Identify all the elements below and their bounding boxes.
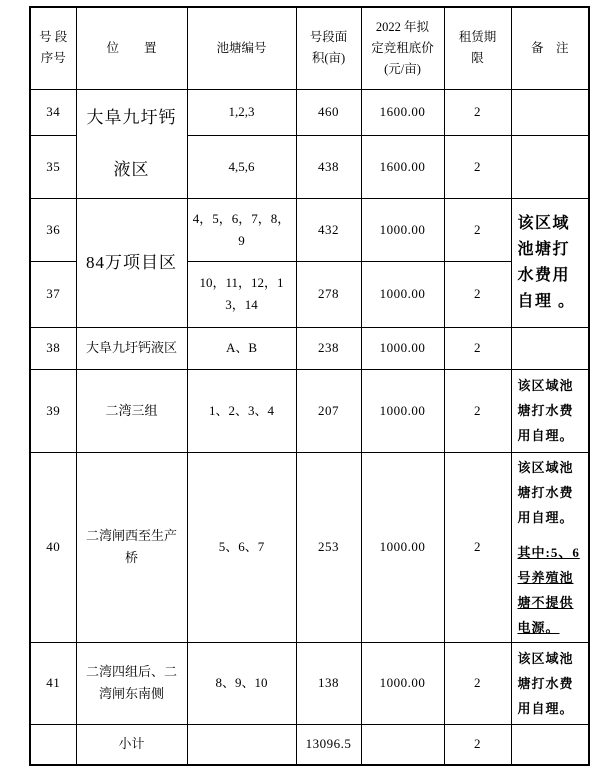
header-area	[296, 7, 361, 89]
cell-remark	[511, 452, 589, 642]
header-seq-line2: 序号	[40, 51, 66, 66]
cell-remark	[511, 327, 589, 369]
table-row	[30, 642, 589, 724]
table-row	[30, 369, 589, 452]
cell-seq: 41	[30, 642, 76, 724]
header-seq-line1: 号 段	[39, 30, 68, 45]
cell-location: 二湾三组	[76, 369, 187, 452]
cell-ponds: A、B	[187, 327, 296, 369]
pond-rental-table	[29, 6, 590, 766]
cell-ponds-empty	[187, 724, 296, 765]
header-price-line2: 定竞租底价	[371, 40, 434, 55]
cell-area: 207	[296, 369, 361, 452]
cell-term: 2	[444, 135, 511, 198]
cell-ponds: 10，11，12，13，14	[187, 261, 296, 327]
table-row	[30, 89, 589, 135]
cell-area: 460	[296, 89, 361, 135]
subtotal-area: 13096.5	[296, 724, 361, 765]
location-line2: 液区	[113, 159, 150, 179]
header-ponds: 池塘编号	[187, 7, 296, 89]
cell-price: 1000.00	[361, 198, 444, 261]
table-row	[30, 452, 589, 642]
cell-area: 238	[296, 327, 361, 369]
cell-area: 278	[296, 261, 361, 327]
cell-location-merged-34-35	[76, 89, 187, 198]
cell-term: 2	[444, 452, 511, 642]
cell-price-empty	[361, 724, 444, 765]
cell-seq-empty	[30, 724, 76, 765]
cell-seq: 39	[30, 369, 76, 452]
table-row	[30, 327, 589, 369]
cell-area: 138	[296, 642, 361, 724]
cell-ponds: 4,5,6	[187, 135, 296, 198]
header-remark: 备 注	[511, 7, 589, 89]
cell-ponds: 8、9、10	[187, 642, 296, 724]
cell-ponds: 5、6、7	[187, 452, 296, 642]
cell-term: 2	[444, 198, 511, 261]
header-price-line1: 2022 年拟	[375, 19, 430, 34]
cell-term: 2	[444, 327, 511, 369]
header-row	[30, 7, 589, 89]
cell-location: 大阜九圩钙液区	[76, 327, 187, 369]
cell-price: 1000.00	[361, 642, 444, 724]
cell-remark: 该区域池塘打水费用自理。	[511, 642, 589, 724]
table-row	[30, 198, 589, 261]
cell-term: 2	[444, 642, 511, 724]
cell-location: 二湾四组后、二湾闸东南侧	[76, 642, 187, 724]
cell-seq: 40	[30, 452, 76, 642]
cell-seq: 38	[30, 327, 76, 369]
header-area-line2: 积(亩)	[311, 51, 346, 66]
header-term-line1: 租赁期	[458, 30, 497, 45]
cell-area: 438	[296, 135, 361, 198]
cell-seq: 36	[30, 198, 76, 261]
cell-remark: 该区域池塘打水费用自理。	[511, 369, 589, 452]
cell-seq: 34	[30, 89, 76, 135]
cell-price: 1000.00	[361, 327, 444, 369]
cell-ponds: 4，5，6，7，8，9	[187, 198, 296, 261]
cell-term: 2	[444, 261, 511, 327]
location-line1: 大阜九圩钙	[86, 107, 177, 127]
cell-term: 2	[444, 369, 511, 452]
cell-remark-merged-36-37: 该区域池塘打水费用自理 。	[511, 198, 589, 327]
remark-paragraph-1: 该区域池塘打水费用自理。	[517, 459, 574, 525]
cell-price: 1000.00	[361, 452, 444, 642]
header-price-line3: (元/亩)	[384, 61, 421, 76]
cell-ponds: 1、2、3、4	[187, 369, 296, 452]
cell-price: 1600.00	[361, 89, 444, 135]
subtotal-row	[30, 724, 589, 765]
header-seq	[30, 7, 76, 89]
cell-price: 1000.00	[361, 369, 444, 452]
cell-location-merged-36-37: 84万项目区	[76, 198, 187, 327]
header-location: 位 置	[76, 7, 187, 89]
remark-paragraph-2-underlined: 其中:5、6号养殖池塘不提供电源。	[517, 544, 580, 635]
cell-area: 432	[296, 198, 361, 261]
cell-term: 2	[444, 89, 511, 135]
cell-price: 1000.00	[361, 261, 444, 327]
subtotal-label: 小计	[76, 724, 187, 765]
cell-remark	[511, 135, 589, 198]
cell-area: 253	[296, 452, 361, 642]
cell-seq: 37	[30, 261, 76, 327]
subtotal-term: 2	[444, 724, 511, 765]
cell-remark	[511, 89, 589, 135]
cell-location: 二湾闸西至生产桥	[76, 452, 187, 642]
header-area-line1: 号段面	[309, 30, 348, 45]
header-price	[361, 7, 444, 89]
cell-remark-empty	[511, 724, 589, 765]
header-term-line2: 限	[471, 51, 484, 66]
header-term	[444, 7, 511, 89]
cell-seq: 35	[30, 135, 76, 198]
cell-price: 1600.00	[361, 135, 444, 198]
cell-ponds: 1,2,3	[187, 89, 296, 135]
